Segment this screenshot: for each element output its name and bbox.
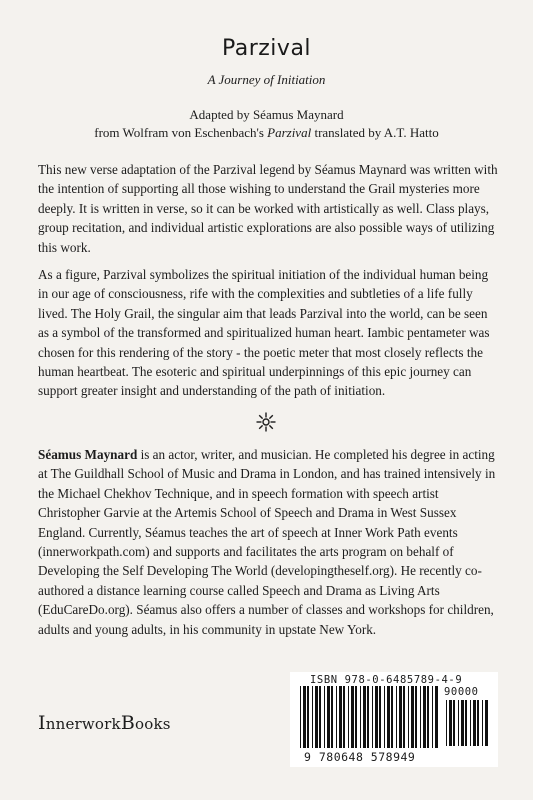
book-title: Parzival <box>221 36 312 61</box>
book-subtitle: A Journey of Initiation <box>207 72 326 87</box>
author-name: Séamus Maynard <box>38 447 138 462</box>
star-ornament-icon <box>256 412 276 432</box>
source-credit-title: Parzival <box>267 125 312 140</box>
source-credit-suffix: translated by A.T. Hatto <box>311 125 439 140</box>
author-bio-paragraph <box>38 445 498 639</box>
isbn-barcode <box>290 672 498 767</box>
barcode-bars <box>298 686 438 750</box>
price-code: 90000 <box>444 686 479 698</box>
source-credit-prefix: from Wolfram von Eschenbach's <box>94 125 268 140</box>
source-credit <box>0 125 533 141</box>
adapter-credit: Adapted by Séamus Maynard <box>189 107 344 122</box>
publisher-logo: InnerworkBooks <box>38 712 171 734</box>
description-paragraph-1: This new verse adaptation of the Parzival legend by Séamus Maynard was written with the intention of supporting all those wishing to understand the Grail mysteries more deeply. It is written in verse, so it can be worked with artistically as well. Class plays, group recitation, and individual artistic explorations are also possible ways of utilizing this work. <box>38 162 498 255</box>
description-paragraph-2: As a figure, Parzival symbolizes the spiritual initiation of the individual human being in our age of consciousness, rife with the complexities and subtleties of a life fully lived. The Holy Grail, the singular aim that leads Parzival into the world, can be seen as a symbol of the transformed and spiritualized human heart. Iambic pentameter was chosen for this rendering of the story - the poetic meter that most closely reflects the human heartbeat. The esoteric and spiritual underpinnings of this epic journey can support greater insight and understanding of the path of initiation. <box>38 267 490 399</box>
price-code-bars <box>444 700 490 748</box>
isbn-label: ISBN 978-0-6485789-4-9 <box>310 674 463 686</box>
ean-digits: 9 780648 578949 <box>304 750 416 764</box>
author-bio-text: is an actor, writer, and musician. He completed his degree in acting at The Guildhall School of Music and Drama in London, and has trained intensively in the Michael Chekhov Technique, and in speech formation with speech artist Christopher Garvie at the Artemis School of Speech and Drama in West Sussex England. Currently, Séamus teaches the art of speech at Inner Work Path events (innerworkpath.com) and supports and facilitates the arts program on behalf of Developing the Self Developing The World (developingtheself.org). He recently co-authored a distance learning course called Speech and Drama as Living Arts (EduCareDo.org). Séamus also offers a number of classes and workshops for children, adults and young adults, in his community in upstate New York. <box>38 447 496 637</box>
